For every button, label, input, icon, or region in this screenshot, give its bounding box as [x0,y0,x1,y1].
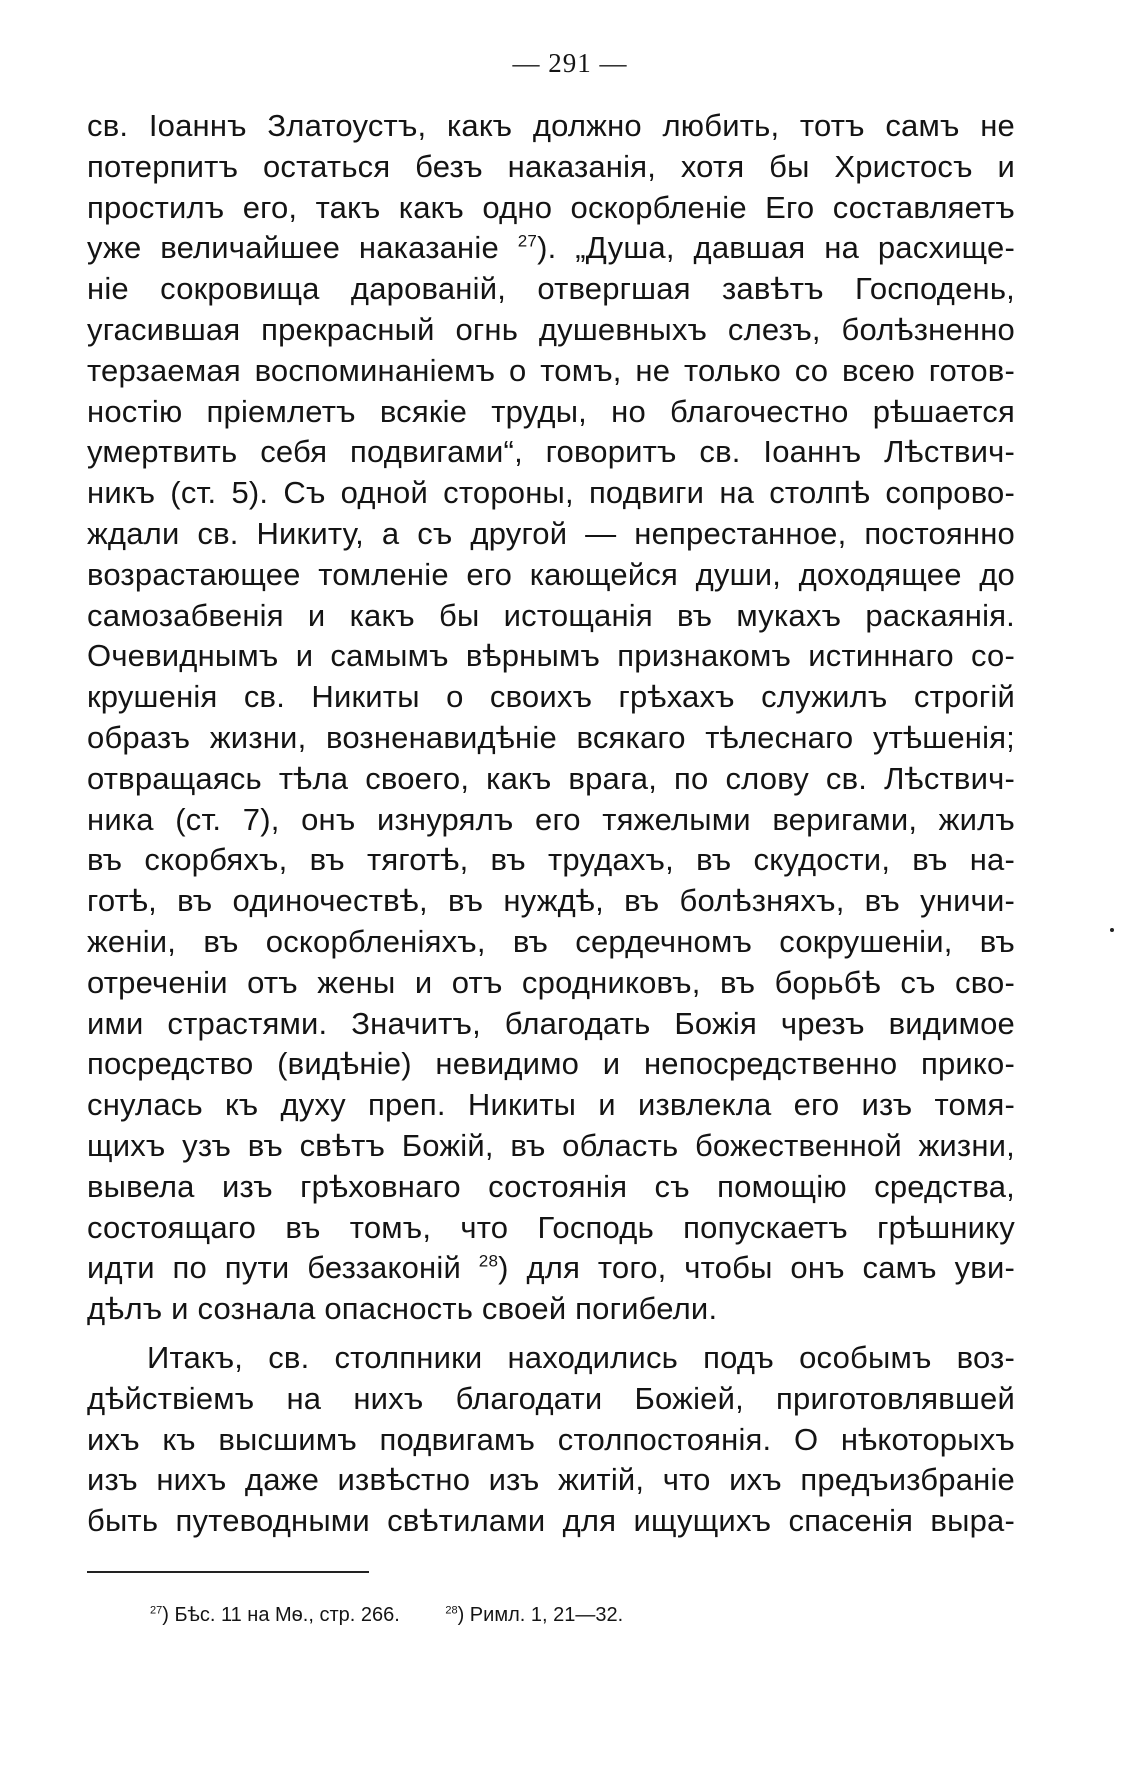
text-line: вывела изъ грѣховнаго состоянія съ помощію средства, [87,1168,1015,1204]
text-line: ника (ст. 7), онъ изнурялъ его тяжелыми веригами, жилъ [87,801,1015,837]
footnote-text: ) Римл. 1, 21—32. [457,1604,624,1626]
text-line: св. Іоаннъ Златоустъ, какъ должно любить, тотъ самъ не [87,108,1015,143]
text-line: въ скорбяхъ, въ тяготѣ, въ трудахъ, въ скудости, въ на- [87,842,1015,878]
text-line: изъ нихъ даже извѣстно изъ житій, что ихъ предъизбраніе [87,1462,1015,1498]
text-segment: уже величайшее наказаніе [87,230,518,266]
text-line: возрастающее томленіе его кающейся души, доходящее до [87,556,1015,592]
text-line: отвращаясь тѣла своего, какъ врага, по слову св. Лѣствич- [87,760,1015,796]
text-line: терзаемая воспоминаніемъ о томъ, не только со всею готов- [87,352,1015,388]
page-number: — 291 — [512,48,628,78]
text-line: женіи, въ оскорбленіяхъ, въ сердечномъ сокрушеніи, въ [87,923,1015,959]
text-line: состоящаго въ томъ, что Господь попускаетъ грѣшнику [87,1209,1015,1245]
text-line: Итакъ, св. столпники находились подъ особымъ воз- [147,1339,1015,1375]
text-line: ніе сокровища дарованій, отвергшая завѣтъ Господень, [87,271,1015,307]
text-line: крушенія св. Никиты о своихъ грѣхахъ служилъ строгій [87,679,1015,715]
text-segment: ) для того, чтобы онъ самъ уви- [498,1250,1015,1286]
footnote-reference: 28 [478,1251,499,1271]
text-line: потерпитъ остаться безъ наказанія, хотя бы Христосъ и [87,148,1015,184]
text-line: простилъ его, такъ какъ одно оскорбленіе Его составляетъ [87,189,1015,225]
text-line: дѣлъ и сознала опасность своей погибели. [87,1291,718,1327]
text-line: умертвить себя подвигами“, говоритъ св. Іоаннъ Лѣствич- [87,434,1015,470]
text-line: никъ (ст. 5). Съ одной стороны, подвиги на столпѣ сопрово- [87,475,1015,511]
text-line: посредство (видѣніе) невидимо и непосредственно прико- [87,1046,1015,1082]
text-line: дѣйствіемъ на нихъ благодати Божіей, приготовлявшей [87,1380,1015,1416]
text-line: готѣ, въ одиночествѣ, въ нуждѣ, въ болѣзняхъ, въ уничи- [87,883,1015,919]
footnote-separator [87,1571,369,1573]
text-line: ностію пріемлетъ всякіе труды, но благочестно рѣшается [87,393,1015,429]
text-line: ждали св. Никиту, а съ другой — непрестанное, постоянно [87,515,1015,551]
paragraph-2 [87,1338,1015,1542]
footnote-28 [445,1604,623,1627]
ink-speck [1110,928,1114,932]
text-line [87,228,1015,269]
text-line [87,1248,1015,1289]
footnote-marker: 27 [150,1604,163,1617]
text-segment: ). „Душа, давшая на расхище- [537,230,1015,266]
footnote-27 [150,1604,400,1627]
footnote-reference: 27 [517,232,538,252]
text-line: самозабвенія и какъ бы истощанія въ мукахъ раскаянія. [87,597,1015,633]
text-line: ими страстями. Значитъ, благодать Божія чрезъ видимое [87,1005,1015,1041]
footnotes [150,1604,623,1627]
text-line: отреченіи отъ жены и отъ сродниковъ, въ борьбѣ съ сво- [87,964,1015,1000]
footnote-marker: 28 [445,1604,458,1617]
text-line: ихъ къ высшимъ подвигамъ столпостоянія. О нѣкоторыхъ [87,1421,1015,1457]
text-line: Очевиднымъ и самымъ вѣрнымъ признакомъ истиннаго со- [87,638,1015,674]
text-line: угасившая прекрасный огнь душевныхъ слезъ, болѣзненно [87,311,1015,347]
body-text [87,106,1015,1542]
text-line: снулась къ духу преп. Никиты и извлекла его изъ томя- [87,1087,1015,1123]
text-line: быть путеводными свѣтилами для ищущихъ спасенія выра- [87,1503,1015,1539]
text-line: образъ жизни, возненавидѣніе всякаго тѣлеснаго утѣшенія; [87,719,1015,755]
text-line: щихъ узъ въ свѣтъ Божій, въ область божественной жизни, [87,1127,1015,1163]
text-segment: идти по пути беззаконій [87,1250,479,1286]
footnote-text: ) Бѣс. 11 на Мѳ., стр. 266. [162,1604,400,1626]
paragraph-1 [87,106,1015,1330]
